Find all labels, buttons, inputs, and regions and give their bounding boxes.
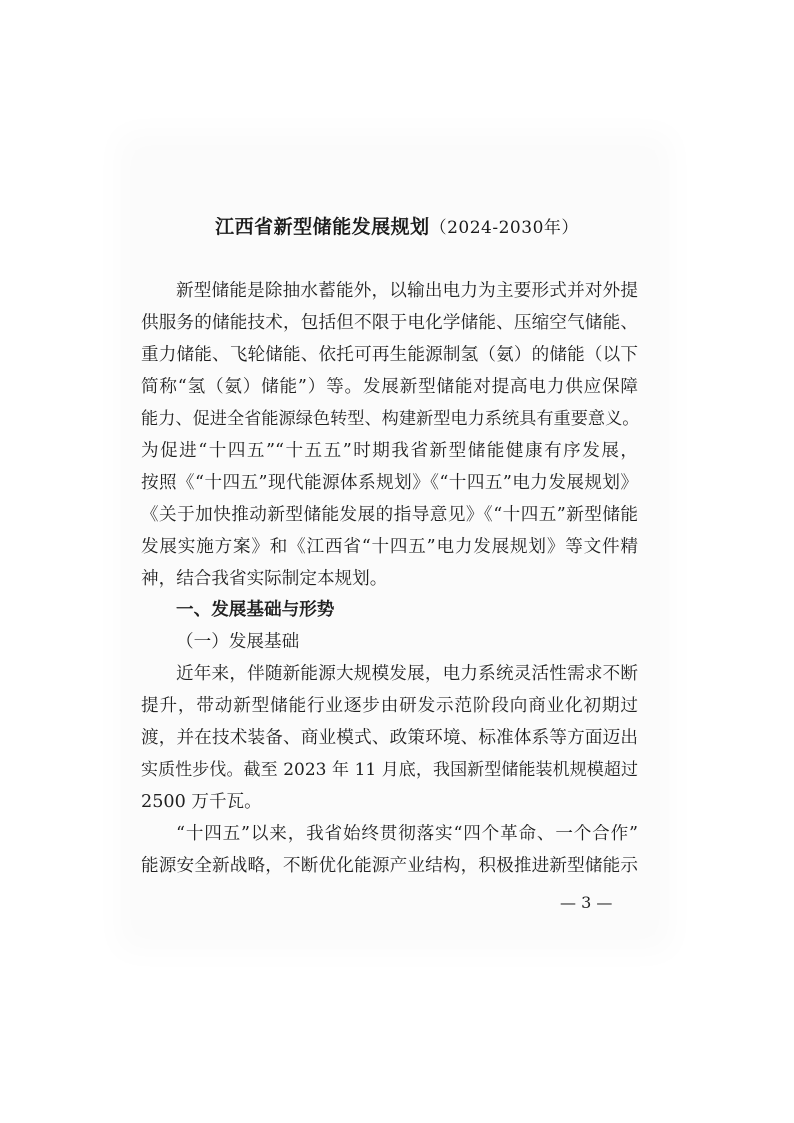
subsection-heading: （一）发展基础 xyxy=(176,632,300,652)
paragraph-line: 提升，带动新型储能行业逐步由研发示范阶段向商业化初期过 xyxy=(141,696,638,716)
section-heading: 一、发展基础与形势 xyxy=(176,600,335,620)
paragraph-line: 重力储能、飞轮储能、依托可再生能源制氢（氨）的储能（以下 xyxy=(141,345,638,365)
document-title-year: （2024-2030年） xyxy=(429,218,579,238)
paragraph-line: “十四五”以来，我省始终贯彻落实“四个革命、一个合作” xyxy=(176,824,638,844)
document-title xyxy=(0,212,794,239)
page-number: — 3 — xyxy=(560,893,613,912)
paragraph-line: 能力、促进全省能源绿色转型、构建新型电力系统具有重要意义。 xyxy=(141,409,640,429)
paragraph-line: 近年来，伴随新能源大规模发展，电力系统灵活性需求不断 xyxy=(176,664,638,684)
paragraph-line: 2500 万千瓦。 xyxy=(141,792,262,812)
paragraph-line: 实质性步伐。截至 2023 年 11 月底，我国新型储能装机规模超过 xyxy=(141,760,638,780)
paragraph-line: 能源安全新战略，不断优化能源产业结构，积极推进新型储能示 xyxy=(141,856,638,876)
paragraph-line: 为促进“十四五”“十五五”时期我省新型储能健康有序发展， xyxy=(141,441,638,461)
paragraph-line: 简称“氢（氨）储能”）等。发展新型储能对提高电力供应保障 xyxy=(141,377,638,397)
paragraph-line: 《关于加快推动新型储能发展的指导意见》《“十四五”新型储能 xyxy=(141,505,638,525)
paragraph-line: 发展实施方案》和《江西省“十四五”电力发展规划》等文件精 xyxy=(141,537,638,557)
paragraph-line: 新型储能是除抽水蓄能外，以输出电力为主要形式并对外提 xyxy=(176,281,638,301)
document-title-text: 江西省新型储能发展规划 xyxy=(215,216,430,238)
paragraph-line: 按照《“十四五”现代能源体系规划》《“十四五”电力发展规划》 xyxy=(141,473,638,493)
paragraph-line: 神，结合我省实际制定本规划。 xyxy=(141,569,388,589)
paragraph-line: 供服务的储能技术，包括但不限于电化学储能、压缩空气储能、 xyxy=(141,313,638,333)
paragraph-line: 渡，并在技术装备、商业模式、政策环境、标准体系等方面迈出 xyxy=(141,728,638,748)
